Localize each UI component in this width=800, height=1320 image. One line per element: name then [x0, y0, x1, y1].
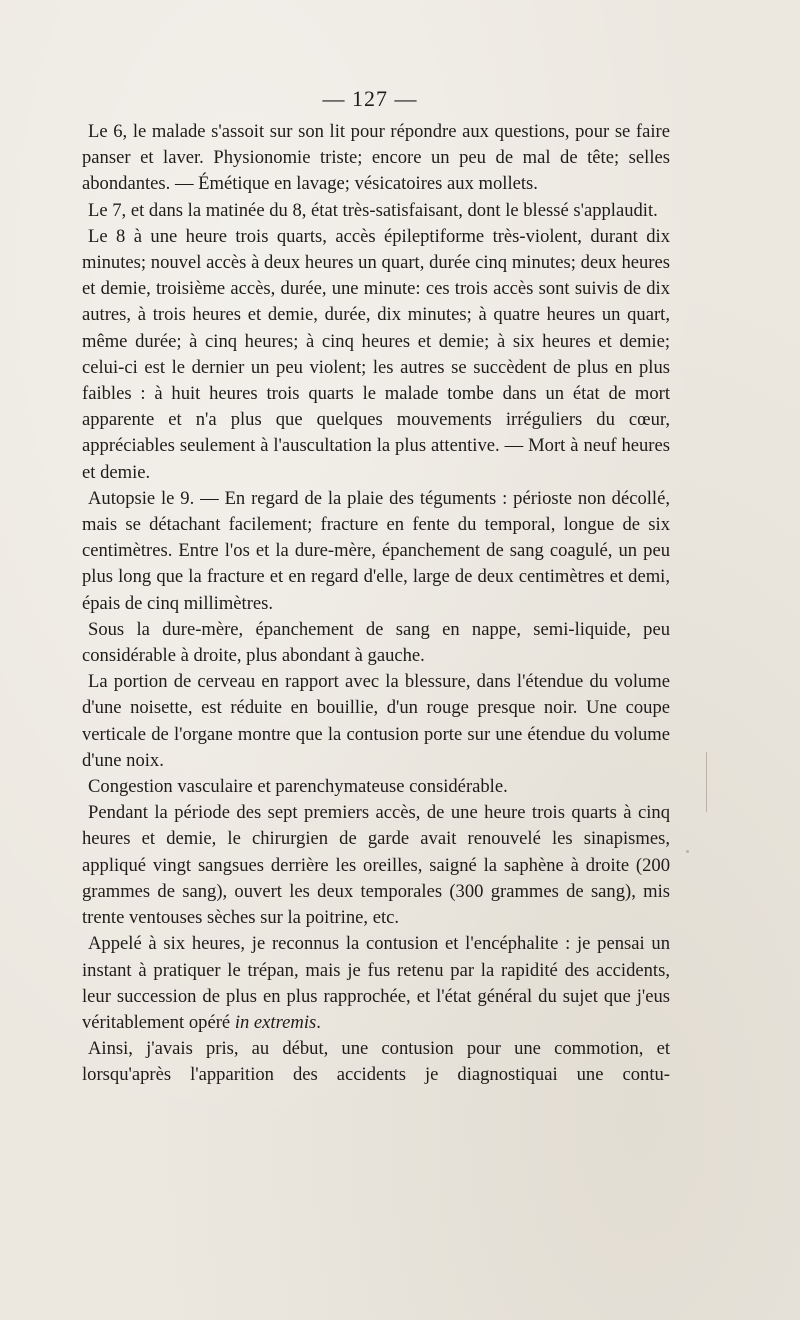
text-body	[82, 119, 670, 1089]
paragraph-day-6: Le 6, le malade s'assoit sur son lit pour répondre aux questions, pour se faire panser et laver. Physionomie triste; encore un peu de mal de tête; selles abondantes. — Émétique en lavage; vésicatoires aux mollets.	[82, 121, 670, 195]
paragraph-called-at-six	[82, 931, 670, 1036]
margin-mark-line	[706, 752, 707, 812]
paragraph-autopsy: Autopsie le 9. — En regard de la plaie des téguments : périoste non décollé, mais se détachant facilement; fracture en fente du temporal, longue de six centimètres. Entre l'os et la dure-mère, épanchement de sang coagulé, un peu plus long que la fracture et en regard d'elle, large de deux centimètres et demi, épais de cinq millimètres.	[82, 487, 670, 614]
latin-emphasis: in extremis	[234, 1011, 317, 1033]
paragraph-day-7: Le 7, et dans la matinée du 8, état très-satisfaisant, dont le blessé s'applaudit.	[88, 199, 658, 221]
paragraph-called-at-six-text: Appelé à six heures, je reconnus la contusion et l'encéphalite : je pensai un instant à pratiquer le trépan, mais je fus retenu par la rapidité des accidents, leur succession de plus en plus rapprochée, et l'état général du sujet que j'eus véritablement opéré	[82, 933, 670, 1033]
paragraph-brain-portion: La portion de cerveau en rapport avec la blessure, dans l'étendue du volume d'une noisette, est réduite en bouillie, d'un rouge presque noir. Une coupe verticale de l'organe montre que la contusion porte sur une étendue du volume d'une noix.	[82, 671, 670, 771]
margin-mark-dot	[686, 850, 689, 853]
paragraph-under-dura: Sous la dure-mère, épanchement de sang en nappe, semi-liquide, peu considérable à droite, plus abondant à gauche.	[82, 618, 670, 667]
paragraph-congestion: Congestion vasculaire et parenchymateuse considérable.	[88, 776, 508, 798]
paragraph-treatment: Pendant la période des sept premiers accès, de une heure trois quarts à cinq heures et demie, le chirurgien de garde avait renouvelé les sinapismes, appliqué vingt sangsues derrière les oreilles, saigné la saphène à droite (200 grammes de sang), ouvert les deux temporales (300 grammes de sang), mis trente ventouses sèches sur la poitrine, etc.	[82, 802, 670, 929]
paragraph-called-at-six-end: .	[316, 1011, 321, 1033]
paragraph-day-8-seizures: Le 8 à une heure trois quarts, accès épileptiforme très-violent, durant dix minutes; nouvel accès à deux heures un quart, durée cinq minutes; deux heures et demie, troisième accès, durée, une minute: ces trois accès sont suivis de dix autres, à trois heures et demie, durée, dix minutes; à quatre heures un quart, même durée; à cinq heures; à cinq heures et demie; à six heures et demie; celui-ci est le dernier un peu violent; les autres se succèdent de plus en plus faibles : à huit heures trois quarts le malade tombe dans un état de mort apparente et n'a plus que quelques mouvements irréguliers du cœur, appréciables seulement à l'auscultation la plus attentive. — Mort à neuf heures et demie.	[82, 225, 670, 483]
page-number: — 127 —	[322, 86, 418, 111]
paragraph-conclusion: Ainsi, j'avais pris, au début, une contusion pour une commotion, et lorsqu'après l'apparition des accidents je diagnostiquai une contu-	[82, 1038, 670, 1086]
